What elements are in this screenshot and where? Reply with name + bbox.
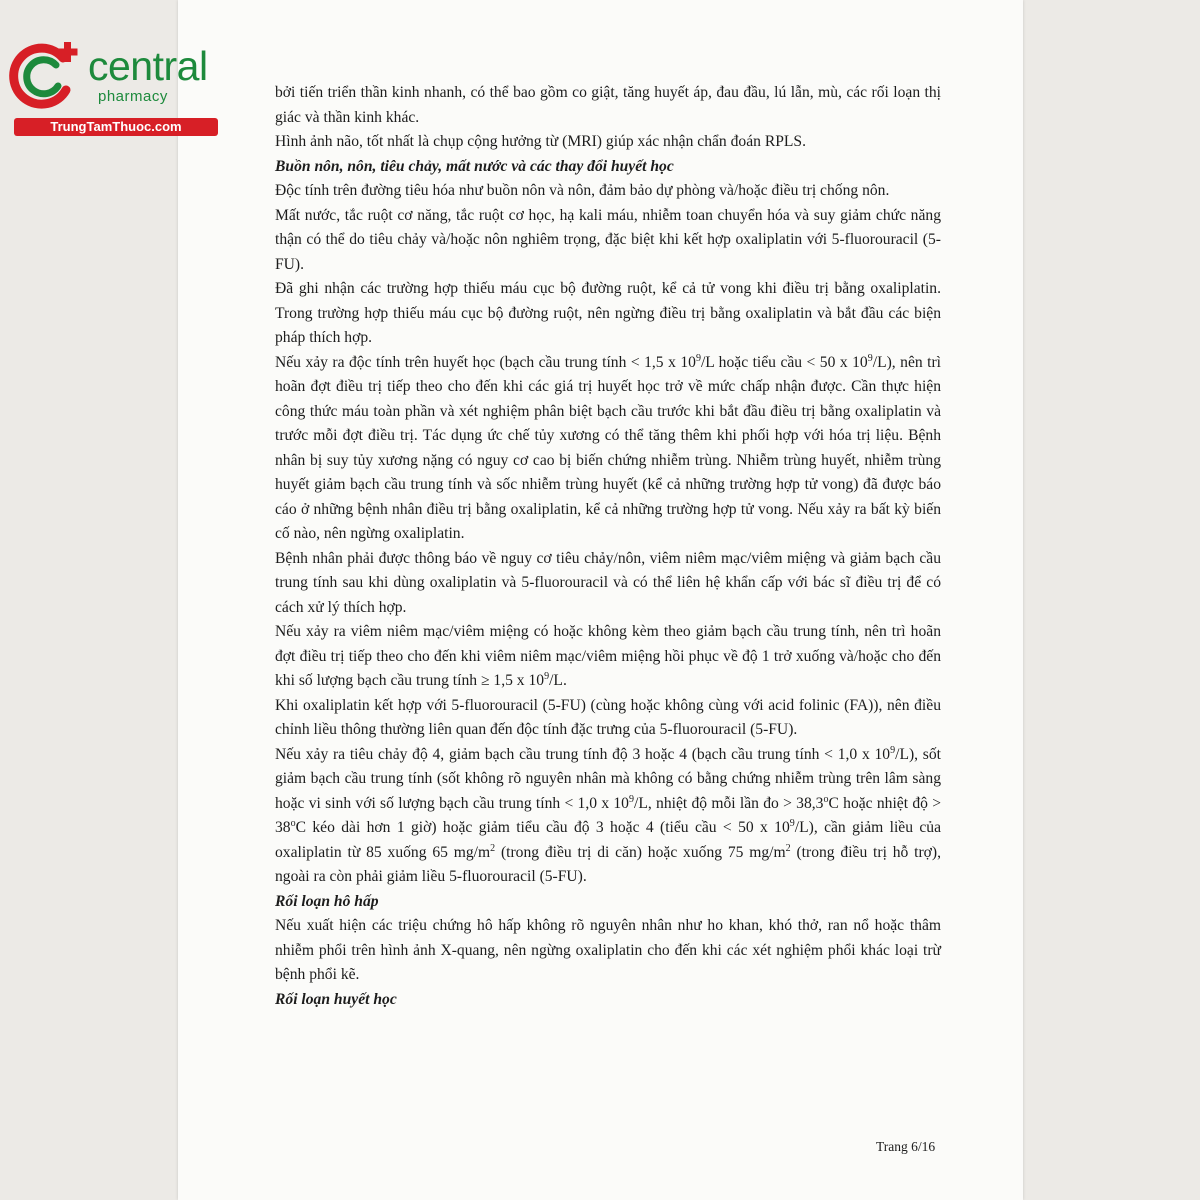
text-run: Nếu xảy ra tiêu chảy độ 4, giảm bạch cầu trung tính độ 3 hoặc 4 (bạch cầu trung tính < 1,0 x 10 bbox=[275, 745, 891, 763]
paragraph bbox=[275, 743, 941, 890]
superscript: 9 bbox=[628, 793, 634, 805]
logo-url-banner: TrungTamThuoc.com bbox=[14, 118, 218, 136]
page-number: Trang 6/16 bbox=[876, 1139, 936, 1154]
superscript: 2 bbox=[490, 842, 496, 854]
superscript: o bbox=[823, 793, 829, 805]
text-run: Nếu xảy ra độc tính trên huyết học (bạch cầu trung tính < 1,5 x 10 bbox=[275, 353, 696, 371]
superscript: o bbox=[290, 818, 296, 829]
text-run: /L. bbox=[549, 672, 567, 689]
text-run: /L), sốt giảm bạch cầu trung tính (sốt không rõ nguyên nhân mà không có bằng chứng nhiễm trùng trên lâm sàng hoặc vi sinh với số lượng bạch cầu trung tính < 1,0 x 10 bbox=[275, 745, 942, 812]
superscript: 9 bbox=[890, 744, 896, 756]
logo-brand-text: central bbox=[88, 43, 208, 89]
text-run: /L hoặc tiểu cầu < 50 x 10 bbox=[700, 353, 868, 371]
logo-sub-text: pharmacy bbox=[98, 88, 168, 105]
text-run: C hoặc nhiệt độ > 38 bbox=[275, 794, 941, 836]
document-body bbox=[275, 81, 941, 1012]
text-run: Nếu xảy ra viêm niêm mạc/viêm miệng có hoặc không kèm theo giảm bạch cầu trung tính, nên trì hoãn đợt điều trị tiếp theo cho đến khi viêm niêm mạc/viêm miệng hồi phục về độ 1 trở xuống và/hoặc cho đến khi số lượng bạch cầu trung tính ≥ 1,5 x 10 bbox=[275, 623, 941, 689]
paragraph bbox=[275, 351, 941, 547]
section-heading: Buồn nôn, nôn, tiêu chảy, mất nước và các thay đổi huyết học bbox=[275, 157, 674, 175]
paragraph: Độc tính trên đường tiêu hóa như buồn nôn và nôn, đảm bảo dự phòng và/hoặc điều trị chống nôn. bbox=[275, 182, 890, 199]
superscript: 9 bbox=[867, 352, 873, 364]
paragraph: Mất nước, tắc ruột cơ năng, tắc ruột cơ học, hạ kali máu, nhiễm toan chuyển hóa và suy giảm chức năng thận có thể do tiêu chảy và/hoặc nôn nghiêm trọng, đặc biệt khi kết hợp oxaliplatin với 5-fluorouracil (5-FU). bbox=[275, 206, 941, 273]
paragraph: Hình ảnh não, tốt nhất là chụp cộng hưởng từ (MRI) giúp xác nhận chẩn đoán RPLS. bbox=[275, 133, 806, 150]
paragraph: Nếu xuất hiện các triệu chứng hô hấp không rõ nguyên nhân như ho khan, khó thở, ran nổ hoặc thâm nhiễm phổi trên hình ảnh X-quang, nên ngừng oxaliplatin cho đến khi các xét nghiệm phổi khác loại trừ bệnh phổi kẽ. bbox=[275, 917, 941, 983]
paragraph: Đã ghi nhận các trường hợp thiếu máu cục bộ đường ruột, kể cả tử vong khi điều trị bằng oxaliplatin. Trong trường hợp thiếu máu cục bộ đường ruột, nên ngừng điều trị bằng oxaliplatin và bắt đầu các biện pháp thích hợp. bbox=[275, 280, 941, 346]
text-run: /L), cần giảm liều của oxaliplatin từ 85 xuống 65 mg/m bbox=[275, 819, 941, 861]
superscript: 9 bbox=[544, 671, 550, 682]
paragraph bbox=[275, 620, 941, 694]
paragraph: Bệnh nhân phải được thông báo về nguy cơ tiêu chảy/nôn, viêm niêm mạc/viêm miệng và giảm bạch cầu trung tính sau khi dùng oxaliplatin và 5-fluorouracil và có thể liên hệ khẩn cấp với bác sĩ điều trị để có cách xử lý thích hợp. bbox=[275, 549, 941, 616]
pharmacy-cross-logo-icon bbox=[8, 38, 88, 114]
paragraph: bởi tiến triển thần kinh nhanh, có thể bao gồm co giật, tăng huyết áp, đau đầu, lú lẫn, mù, các rối loạn thị giác và thần kinh khác. bbox=[275, 84, 941, 126]
section-heading: Rối loạn hô hấp bbox=[275, 892, 379, 910]
section-heading: Rối loạn huyết học bbox=[275, 990, 397, 1008]
text-run: (trong điều trị di căn) hoặc xuống 75 mg/m bbox=[495, 843, 786, 861]
text-run: C kéo dài hơn 1 giờ) hoặc giảm tiểu cầu độ 3 hoặc 4 (tiểu cầu < 50 x 10 bbox=[295, 819, 790, 836]
paragraph: Khi oxaliplatin kết hợp với 5-fluorouracil (5-FU) (cùng hoặc không cùng với acid folinic (FA)), nên điều chỉnh liều thông thường liên quan đến độc tính đặc trưng của 5-fluorouracil (5-FU). bbox=[275, 696, 941, 738]
superscript: 9 bbox=[789, 818, 795, 829]
central-pharmacy-logo bbox=[8, 38, 218, 138]
superscript: 9 bbox=[695, 352, 701, 364]
text-run: /L, nhiệt độ mỗi lần đo > 38,3 bbox=[633, 794, 824, 812]
superscript: 2 bbox=[785, 842, 791, 854]
text-run: (trong điều trị hỗ trợ), ngoài ra còn phải giảm liều 5-fluorouracil (5-FU). bbox=[275, 843, 942, 885]
text-run: /L), nên trì hoãn đợt điều trị tiếp theo cho đến khi các giá trị huyết học trở về mức chấp nhận được. Cần thực hiện công thức máu toàn phần và xét nghiệm phân biệt bạch cầu trước khi bắt đầu điều trị bằng oxaliplatin và trước mỗi đợt điều trị. Tác dụng ức chế tủy xương có thể tăng thêm khi phối hợp với hóa trị liệu. Bệnh nhân bị suy tủy xương nặng có nguy cơ cao bị biến chứng nhiễm trùng. Nhiễm trùng huyết, nhiễm trùng huyết giảm bạch cầu trung tính và sốc nhiễm trùng huyết (kể cả những trường hợp tử vong) đã được báo cáo ở những bệnh nhân điều trị bằng oxaliplatin, kể cả những trường hợp tử vong. Nếu xảy ra bất kỳ biến cố nào, nên ngừng oxaliplatin. bbox=[275, 353, 941, 542]
